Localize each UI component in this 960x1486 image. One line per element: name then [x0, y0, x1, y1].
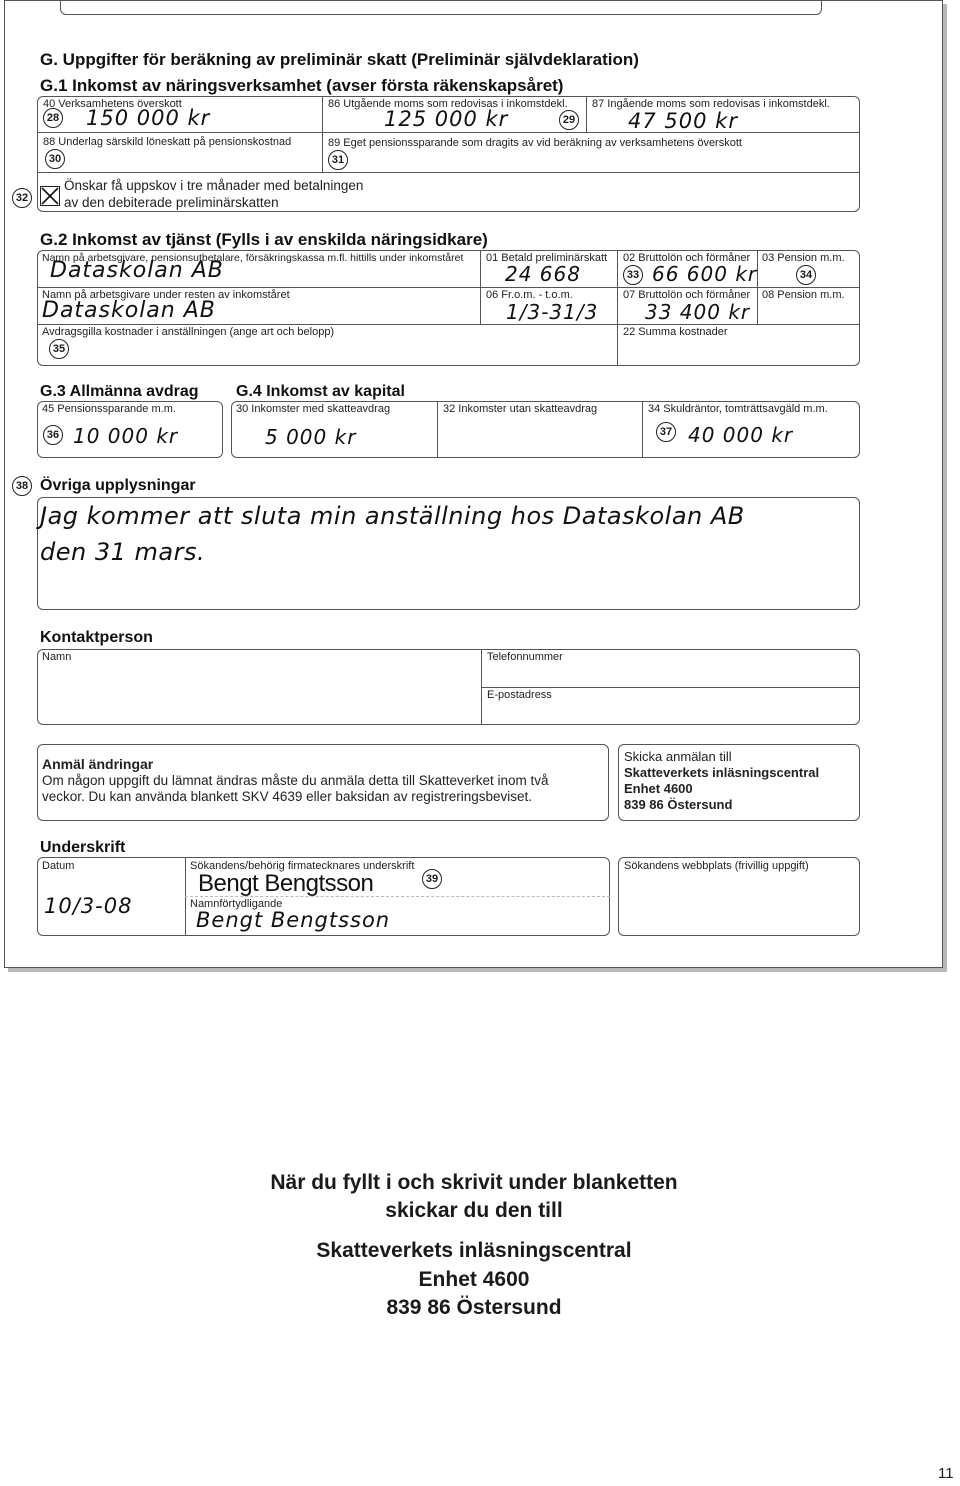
- field-87-value[interactable]: 47 500 kr: [628, 109, 738, 133]
- field-45-label: 45 Pensionssparande m.m.: [42, 403, 176, 415]
- marker-31: 31: [328, 150, 348, 170]
- field-06-value[interactable]: 1/3-31/3: [506, 300, 599, 324]
- footer-line1: När du fyllt i och skrivit under blanketten: [270, 1171, 678, 1194]
- field-32-label: 32 Inkomster utan skatteavdrag: [443, 403, 598, 415]
- top-clipped-field-row: [60, 0, 822, 15]
- footer-line4: Enhet 4600: [418, 1268, 530, 1291]
- g2-heading: G.2 Inkomst av tjänst (Fylls i av enskilda näringsidkare): [40, 230, 488, 249]
- andringar-heading: Anmäl ändringar: [42, 756, 154, 772]
- namnfort-value[interactable]: Bengt Bengtsson: [196, 908, 391, 932]
- field-03-label: 03 Pension m.m.: [762, 252, 845, 264]
- field-06-label: 06 Fr.o.m. - t.o.m.: [486, 289, 573, 301]
- skicka-line2: Enhet 4600: [624, 781, 693, 796]
- field-07-value[interactable]: 33 400 kr: [645, 300, 751, 324]
- marker-29: 29: [559, 110, 579, 130]
- kontakt-name-label: Namn: [42, 651, 72, 663]
- field-30-label: 30 Inkomster med skatteavdrag: [236, 403, 391, 415]
- deductions-label: Avdragsgilla kostnader i anställningen (ange art och belopp): [42, 326, 335, 338]
- employer1-label: Namn på arbetsgivare, pensionsutbetalare, försäkringskassa m.fl. hittills under inkomståret: [42, 252, 464, 264]
- signature-label: Sökandens/behörig firmatecknares underskrift: [190, 860, 415, 872]
- marker-35: 35: [49, 339, 69, 359]
- marker-39: 39: [422, 869, 442, 889]
- field-08-label: 08 Pension m.m.: [762, 289, 845, 301]
- marker-38: 38: [12, 476, 32, 496]
- g3-heading: G.3 Allmänna avdrag: [40, 383, 199, 400]
- employer1-value[interactable]: Dataskolan AB: [50, 258, 224, 283]
- g4-heading: G.4 Inkomst av kapital: [236, 383, 405, 400]
- field-01-label: 01 Betald preliminärskatt: [486, 252, 608, 264]
- signature-value[interactable]: Bengt Bengtsson: [198, 870, 374, 897]
- checkbox-cross-icon: [40, 186, 60, 206]
- g-heading: G. Uppgifter för beräkning av preliminär skatt (Preliminär självdeklaration): [40, 50, 639, 69]
- skicka-line1: Skatteverkets inläsningscentral: [624, 765, 820, 780]
- marker-33: 33: [623, 265, 643, 285]
- underskrift-heading: Underskrift: [40, 839, 126, 856]
- field-34-label: 34 Skuldräntor, tomträttsavgäld m.m.: [648, 403, 828, 415]
- field-30-value[interactable]: 5 000 kr: [265, 425, 357, 449]
- marker-28: 28: [43, 108, 63, 128]
- datum-value[interactable]: 10/3-08: [44, 894, 133, 918]
- field-34-value[interactable]: 40 000 kr: [688, 423, 794, 447]
- field-22-label: 22 Summa kostnader: [623, 326, 728, 338]
- field-87-label: 87 Ingående moms som redovisas i inkomstdekl.: [592, 98, 830, 110]
- field-88-label: 88 Underlag särskild löneskatt på pensionskostnad: [43, 136, 292, 148]
- marker-37: 37: [656, 422, 676, 442]
- uppskov-line2: av den debiterade preliminärskatten: [64, 195, 279, 210]
- marker-32: 32: [12, 188, 32, 208]
- kontakt-heading: Kontaktperson: [40, 629, 153, 646]
- datum-label: Datum: [42, 860, 75, 872]
- footer-line5: 839 86 Östersund: [386, 1296, 562, 1319]
- marker-30: 30: [45, 149, 65, 169]
- kontakt-phone-label: Telefonnummer: [487, 651, 563, 663]
- field-01-value[interactable]: 24 668: [505, 262, 581, 286]
- namnfort-label: Namnförtydligande: [190, 898, 283, 910]
- ovriga-heading: Övriga upplysningar: [40, 477, 196, 494]
- field-02-label: 02 Bruttolön och förmåner: [623, 252, 751, 264]
- footer-line2: skickar du den till: [385, 1199, 563, 1222]
- field-45-value[interactable]: 10 000 kr: [73, 424, 179, 448]
- employer2-label: Namn på arbetsgivare under resten av inkomståret: [42, 289, 290, 301]
- employer2-value[interactable]: Dataskolan AB: [42, 298, 216, 323]
- web-label: Sökandens webbplats (frivillig uppgift): [624, 860, 809, 872]
- marker-34: 34: [796, 265, 816, 285]
- field-86-value[interactable]: 125 000 kr: [384, 107, 509, 131]
- field-40-label: 40 Verksamhetens överskott: [43, 98, 182, 110]
- field-86-label: 86 Utgående moms som redovisas i inkomstdekl.: [328, 98, 568, 110]
- skicka-intro: Skicka anmälan till: [624, 749, 732, 764]
- uppskov-line1: Önskar få uppskov i tre månader med betalningen: [64, 178, 364, 193]
- field-02-value[interactable]: 66 600 kr: [652, 262, 758, 286]
- skicka-line3: 839 86 Östersund: [624, 797, 733, 812]
- uppskov-checkbox[interactable]: [40, 186, 60, 206]
- andringar-text: Om någon uppgift du lämnat ändras måste du anmäla detta till Skatteverket inom två veckor. Du kan använda blankett SKV 4639 eller baksidan av registreringsbeviset.: [42, 773, 549, 804]
- footer-line3: Skatteverkets inläsningscentral: [316, 1239, 632, 1262]
- ovriga-line2: den 31 mars.: [40, 538, 206, 566]
- field-07-label: 07 Bruttolön och förmåner: [623, 289, 751, 301]
- field-89-label: 89 Eget pensionssparande som dragits av vid beräkning av verksamhetens överskott: [328, 137, 742, 149]
- field-40-value[interactable]: 150 000 kr: [86, 106, 211, 130]
- g1-heading: G.1 Inkomst av näringsverksamhet (avser första räkenskapsåret): [40, 76, 564, 95]
- kontakt-email-label: E-postadress: [487, 689, 552, 701]
- page-number: 11: [938, 1465, 954, 1482]
- ovriga-line1: Jag kommer att sluta min anställning hos Dataskolan AB: [40, 502, 745, 530]
- marker-36: 36: [43, 425, 63, 445]
